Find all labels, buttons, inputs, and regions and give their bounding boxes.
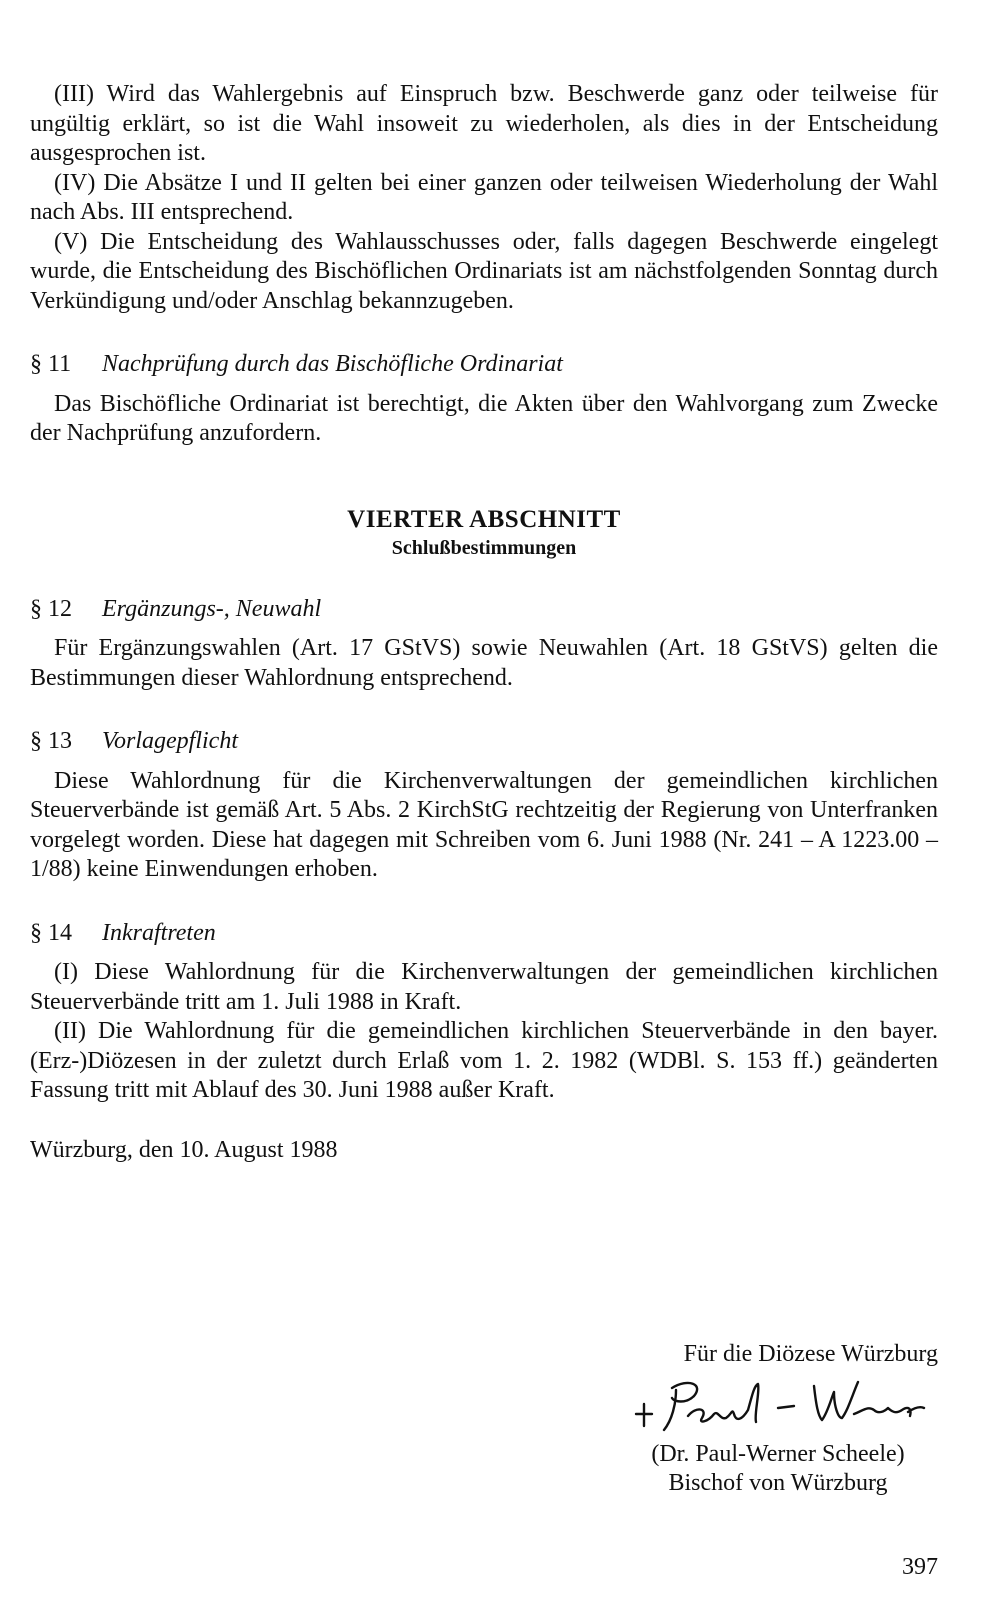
section-13-title: Vorlagepflicht [102, 728, 238, 754]
section-13-number: § 13 [30, 728, 72, 754]
chapter-subtitle: Schlußbestimmungen [391, 536, 577, 559]
chapter-title: VIERTER ABSCHNITT [347, 505, 621, 533]
section-12-title: Ergänzungs-, Neuwahl [102, 595, 322, 622]
section-14-paragraph-i: (I) Diese Wahlordnung für die Kirchenverwaltungen der gemeindlichen kirchlichen Steuerverbände tritt am 1. Juli 1988 in Kraft. [30, 959, 938, 1015]
signature-diocese: Für die Diözese Würzburg [683, 1341, 938, 1367]
page-number: 397 [902, 1554, 938, 1580]
signature-name: (Dr. Paul-Werner Scheele) [651, 1440, 905, 1467]
section-12-number: § 12 [30, 595, 72, 622]
paragraph-v: (V) Die Entscheidung des Wahlausschusses oder, falls dagegen Beschwerde eingelegt wurde, die Entscheidung des Bischöflichen Ordinariats ist am nächstfolgenden Sonntag durch Verkündigung und/oder Anschlag bekannzugeben. [30, 228, 938, 314]
chapter-heading [30, 505, 938, 561]
signature-title: Bischof von Würzburg [668, 1470, 888, 1496]
paragraph-iv: (IV) Die Absätze I und II gelten bei einer ganzen oder teilweisen Wiederholung der Wahl nach Abs. III entsprechend. [30, 169, 938, 225]
section-12-heading [30, 595, 938, 625]
section-11-number: § 11 [30, 351, 72, 377]
section-12-text: Für Ergänzungswahlen (Art. 17 GStVS) sowie Neuwahlen (Art. 18 GStVS) gelten die Bestimmungen dieser Wahlordnung entsprechend. [30, 635, 938, 691]
section-14-number: § 14 [30, 919, 72, 946]
section-13-heading [30, 727, 938, 757]
section-11-title: Nachprüfung durch das Bischöfliche Ordinariat [102, 351, 563, 377]
place-date: Würzburg, den 10. August 1988 [30, 1136, 338, 1163]
section-11-heading [30, 350, 938, 380]
section-11-text: Das Bischöfliche Ordinariat ist berechtigt, die Akten über den Wahlvorgang zum Zwecke der Nachprüfung anzufordern. [30, 390, 938, 446]
signature-block [618, 1340, 938, 1499]
handwritten-signature [628, 1374, 928, 1436]
section-14-title: Inkraftreten [102, 919, 216, 946]
paragraph-iii: (III) Wird das Wahlergebnis auf Einspruch bzw. Beschwerde ganz oder teilweise für ungültig erklärt, so ist die Wahl insoweit zu wiederholen, als dies in der Entscheidung ausgesprochen ist. [30, 81, 938, 166]
section-13-text: Diese Wahlordnung für die Kirchenverwaltungen der gemeindlichen kirchlichen Steuerverbände ist gemäß Art. 5 Abs. 2 KirchStG rechtzeitig der Regierung von Unterfranken vorgelegt worden. Diese hat dagegen mit Schreiben vom 6. Juni 1988 (Nr. 241 – A 1223.00 – 1/88) keine Einwendungen erhoben. [30, 767, 938, 882]
section-14-heading [30, 919, 938, 949]
section-14-paragraph-ii: (II) Die Wahlordnung für die gemeindlichen kirchlichen Steuerverbände in den bayer. (Erz-)Diözesen in der zuletzt durch Erlaß vom 1. 2. 1982 (WDBl. S. 153 ff.) geänderten Fassung tritt mit Ablauf des 30. Juni 1988 außer Kraft. [30, 1018, 938, 1103]
